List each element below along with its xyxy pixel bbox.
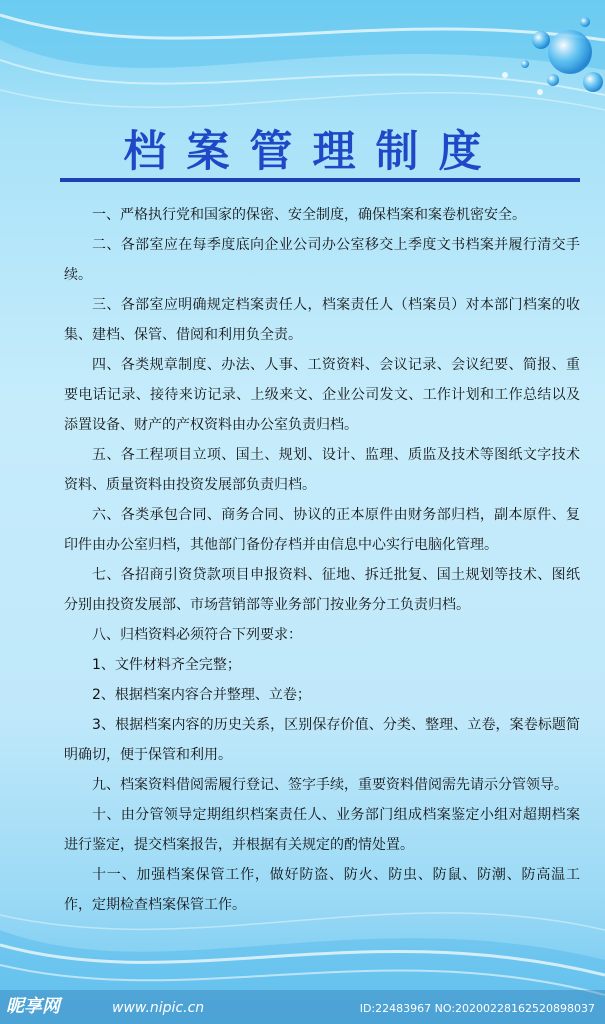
- watermark-bar: [0, 990, 605, 1024]
- watermark-url: www.nipic.cn: [112, 1000, 205, 1016]
- rule-subitem: 2、根据档案内容合并整理、立卷；: [92, 687, 311, 703]
- rule-paragraph: 八、归档资料必须符合下列要求：: [92, 627, 302, 643]
- rule-paragraph: 十一、加强档案保管工作，做好防盗、防火、防虫、防鼠、防潮、防高温工作，定期检查档案保管工作。: [64, 867, 580, 913]
- rule-paragraph: 六、各类承包合同、商务合同、协议的正本原件由财务部归档，副本原件、复印件由办公室归档，其他部门备份存档并由信息中心实行电脑化管理。: [64, 507, 580, 553]
- rule-paragraph: 十、由分管领导定期组织档案责任人、业务部门组成档案鉴定小组对超期档案进行鉴定，提交档案报告，并根据有关规定的酌情处置。: [64, 807, 580, 853]
- rule-subitem: 1、文件材料齐全完整；: [92, 657, 241, 673]
- rule-paragraph: 五、各工程项目立项、国土、规划、设计、监理、质监及技术等图纸文字技术资料、质量资料由投资发展部负责归档。: [64, 447, 580, 493]
- rules-content: [64, 200, 580, 920]
- rule-paragraph: 七、各招商引资贷款项目申报资料、征地、拆迁批复、国土规划等技术、图纸分别由投资发展部、市场营销部等业务部门按业务分工负责归档。: [64, 567, 580, 613]
- title-underline: [60, 178, 580, 182]
- rule-paragraph: 一、严格执行党和国家的保密、安全制度，确保档案和案卷机密安全。: [92, 207, 526, 223]
- rule-paragraph: 三、各部室应明确规定档案责任人，档案责任人（档案员）对本部门档案的收集、建档、保管、借阅和利用负全责。: [64, 297, 580, 343]
- rule-subitem: 3、根据档案内容的历史关系，区别保存价值、分类、整理、立卷，案卷标题简明确切，便于保管和利用。: [64, 717, 580, 763]
- rule-paragraph: 二、各部室应在每季度底向企业公司办公室移交上季度文书档案并履行清交手续。: [64, 237, 580, 283]
- page-title: 档案管理制度: [123, 127, 502, 177]
- rule-paragraph: 四、各类规章制度、办法、人事、工资资料、会议记录、会议纪要、简报、重要电话记录、接待来访记录、上级来文、企业公司发文、工作计划和工作总结以及添置设备、财产的产权资料由办公室负责归档。: [64, 357, 580, 433]
- watermark-id: ID:22483967 NO:20200228162520898037: [359, 1002, 595, 1015]
- watermark-logo: 昵享网: [6, 996, 60, 1017]
- rule-paragraph: 九、档案资料借阅需履行登记、签字手续，重要资料借阅需先请示分管领导。: [92, 777, 568, 793]
